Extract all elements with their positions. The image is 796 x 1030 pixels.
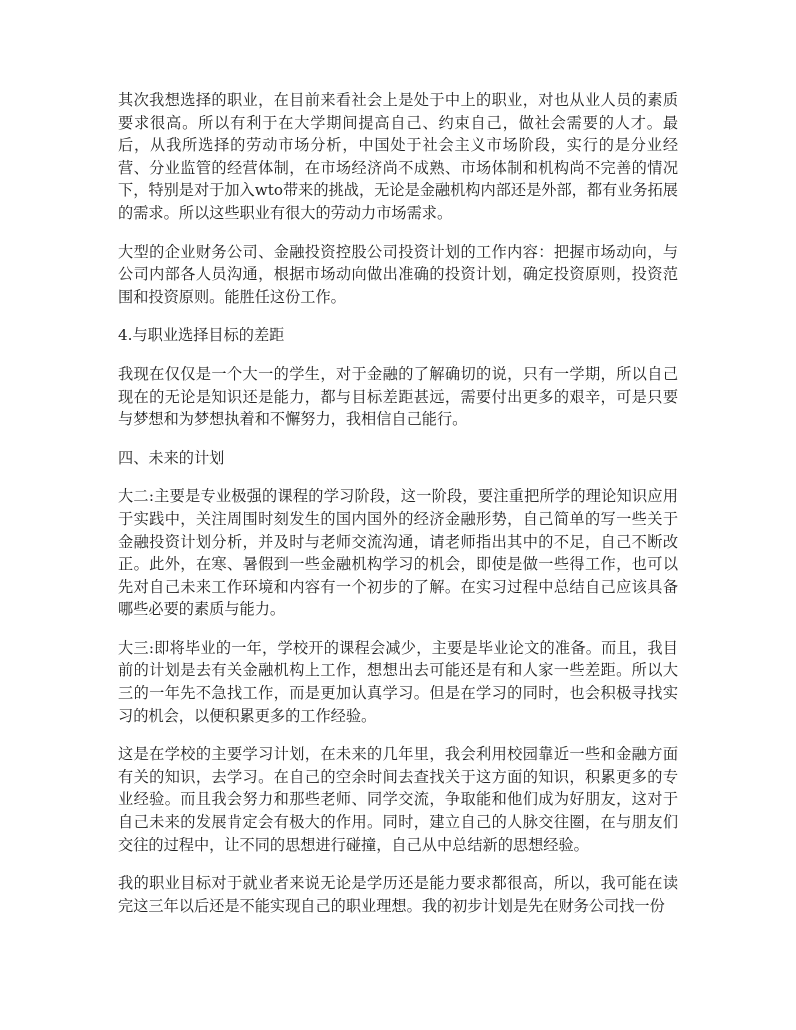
paragraph-job-content: 大型的企业财务公司、金融投资控股公司投资计划的工作内容：把握市场动向，与公司内部各人员沟通，根据市场动向做出准确的投资计划，确定投资原则，投资范围和投资原则。能胜任这份工作。: [118, 242, 678, 306]
section-heading-future-plan: 四、未来的计划: [118, 448, 225, 467]
paragraph-junior-plan: 大三:即将毕业的一年，学校开的课程会减少，主要是毕业论文的准备。而且，我目前的计划是去有关金融机构上工作，想想出去可能还是有和人家一些差距。所以大三的一年先不急找工作，而是更加认真学习。但是在学习的同时，也会积极寻找实习的机会，以便积累更多的工作经验。: [118, 638, 678, 725]
section-heading-gap: 4.与职业选择目标的差距: [118, 326, 285, 345]
paragraph-sophomore-plan: 大二:主要是专业极强的课程的学习阶段，这一阶段，要注重把所学的理论知识应用于实践中，关注周围时刻发生的国内国外的经济金融形势，自己简单的写一些关于金融投资计划分析，并及时与老师交流沟通，请老师指出其中的不足，自己不断改正。此外，在寒、暑假到一些金融机构学习的机会，即使是做一些得工作，也可以先对自己未来工作环境和内容有一个初步的了解。在实习过程中总结自己应该具备哪些必要的素质与能力。: [118, 487, 678, 619]
paragraph-career-choice: 其次我想选择的职业，在目前来看社会上是处于中上的职业，对也从业人员的素质要求很高。所以有利于在大学期间提高自己、约束自己，做社会需要的人才。最后，从我所选择的劳动市场分析，中国处于社会主义市场阶段，实行的是分业经营、分业监管的经营体制，在市场经济尚不成熟、市场体制和机构尚不完善的情况下，特别是对于加入wto带来的挑战，无论是金融机构内部还是外部，都有业务拓展的需求。所以这些职业有很大的劳动力市场需求。: [118, 91, 678, 222]
paragraph-study-plan: 这是在学校的主要学习计划，在未来的几年里，我会利用校园靠近一些和金融方面有关的知识，去学习。在自己的空余时间去查找关于这方面的知识，积累更多的专业经验。而且我会努力和那些老师、同学交流，争取能和他们成为好朋友，这对于自己未来的发展肯定会有极大的作用。同时，建立自己的人脉交往圈，在与朋友们交往的过程中，让不同的思想进行碰撞，自己从中总结新的思想经验。: [118, 745, 678, 854]
paragraph-current-status: 我现在仅仅是一个大一的学生，对于金融的了解确切的说，只有一学期，所以自己现在的无论是知识还是能力，都与目标差距甚远，需要付出更多的艰辛，可是只要与梦想和为梦想执着和不懈努力，我相信自己能行。: [118, 364, 678, 429]
paragraph-career-goal: 我的职业目标对于就业者来说无论是学历还是能力要求都很高，所以，我可能在读完这三年以后还是不能实现自己的职业理想。我的初步计划是先在财务公司找一份: [118, 874, 678, 915]
